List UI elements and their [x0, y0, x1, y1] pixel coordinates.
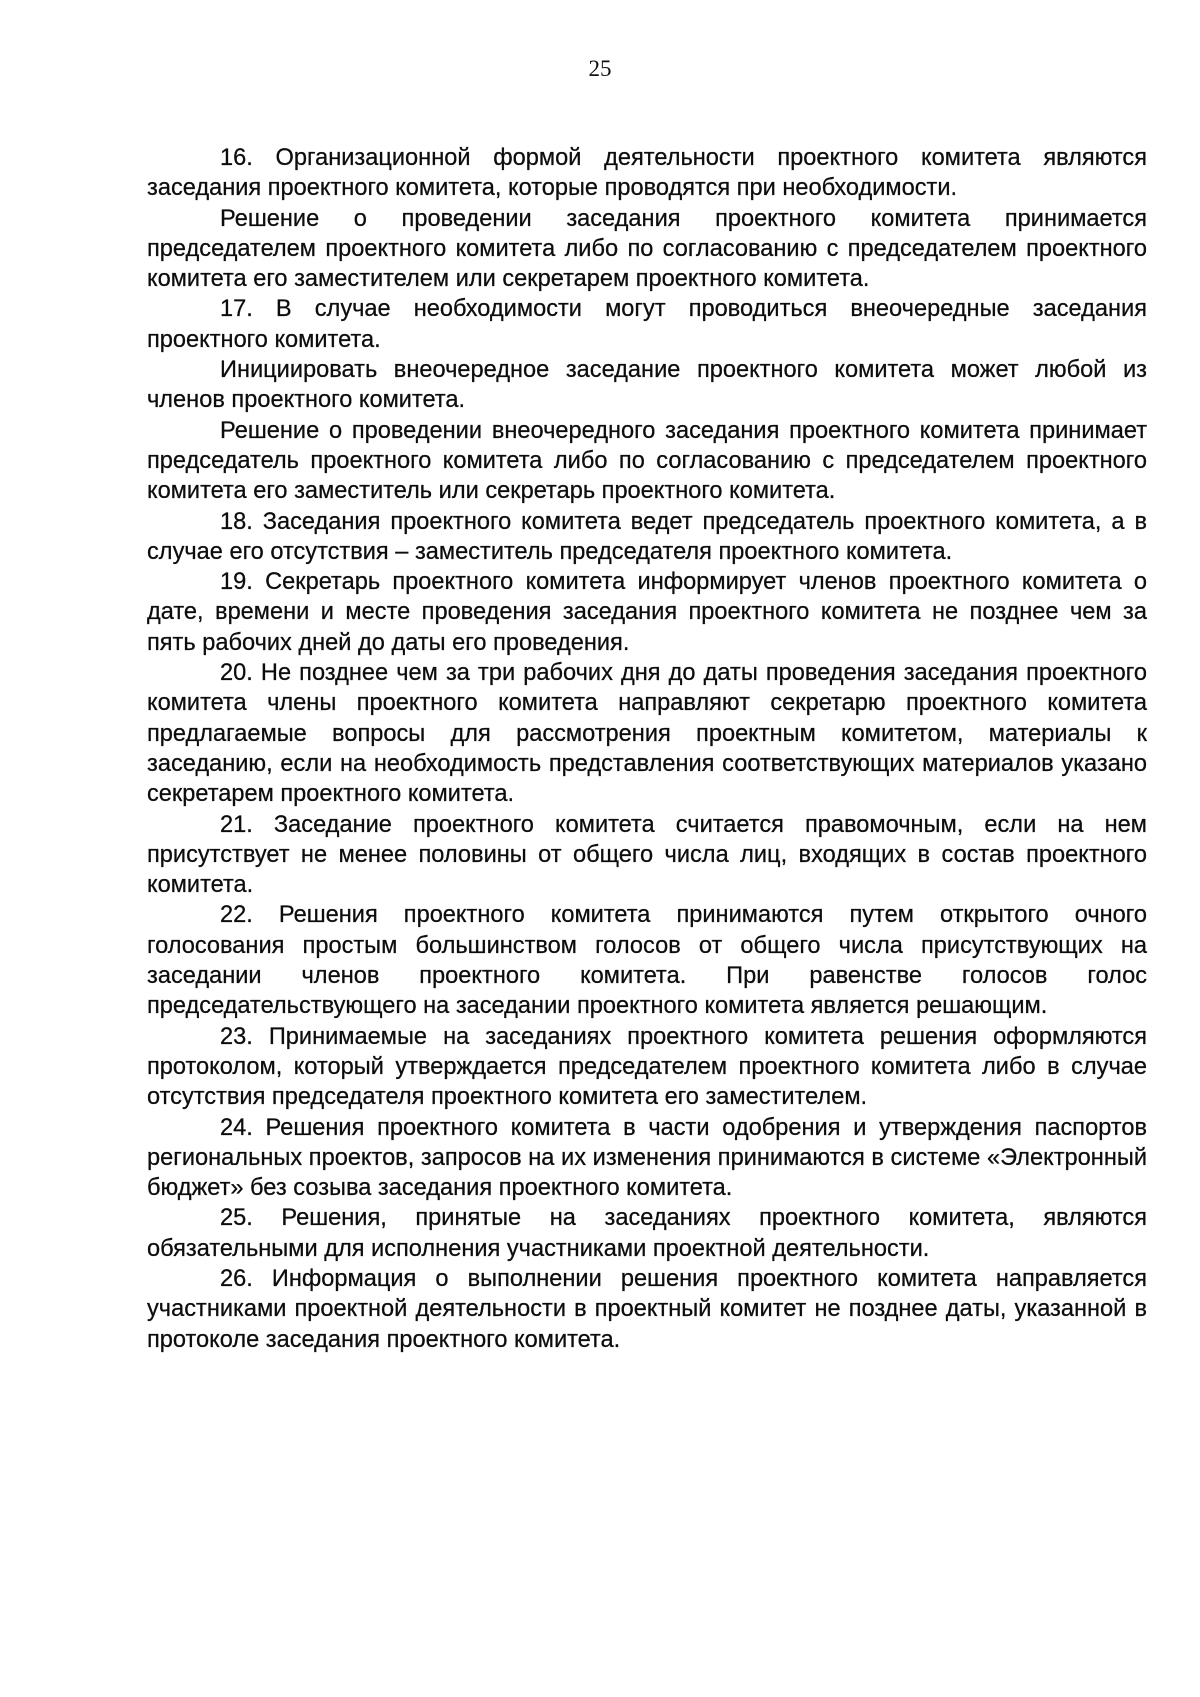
paragraph-21: 21. Заседание проектного комитета считается правомочным, если на нем присутствует не менее половины от общего числа лиц, входящих в состав проектного комитета.	[147, 811, 1147, 899]
paragraph-16: 16. Организационной формой деятельности проектного комитета являются заседания проектного комитета, которые проводятся при необходимости.	[147, 145, 1147, 202]
paragraph-22: 22. Решения проектного комитета принимаются путем открытого очного голосования простым большинством голосов от общего числа присутствующих на заседании членов проектного комитета. При равенстве голосов голос председательствующего на заседании проектного комитета является решающим.	[147, 902, 1147, 1020]
paragraph-23: 23. Принимаемые на заседаниях проектного комитета решения оформляются протоколом, который утверждается председателем проектного комитета либо в случае отсутствия председателя проектного комитета его заместителем.	[147, 1023, 1147, 1111]
paragraph-17-decision: Решение о проведении внеочередного заседания проектного комитета принимает председатель проектного комитета либо по согласованию с председателем проектного комитета его заместитель или секретарь проектного комитета.	[147, 417, 1147, 505]
paragraph-19: 19. Секретарь проектного комитета информирует членов проектного комитета о дате, времени и месте проведения заседания проектного комитета не позднее чем за пять рабочих дней до даты его проведения.	[147, 569, 1147, 656]
paragraph-16-decision: Решение о проведении заседания проектного комитета принимается председателем проектного комитета либо по согласованию с председателем проектного комитета его заместителем или секретарем проектного комитета.	[147, 205, 1147, 293]
paragraph-17-initiate: Инициировать внеочередное заседание проектного комитета может любой из членов проектного комитета.	[147, 357, 1147, 414]
paragraph-20: 20. Не позднее чем за три рабочих дня до даты проведения заседания проектного комитета члены проектного комитета направляют секретарю проектного комитета предлагаемые вопросы для рассмотрения проектным комитетом, материалы к заседанию, если на необходимость представления соответствующих материалов указано секретарем проектного комитета.	[147, 660, 1147, 808]
paragraph-26: 26. Информация о выполнении решения проектного комитета направляется участниками проектной деятельности в проектный комитет не позднее даты, указанной в протоколе заседания проектного комитета.	[147, 1265, 1147, 1353]
page-number: 25	[588, 56, 612, 81]
document-body	[147, 143, 1147, 1355]
paragraph-25: 25. Решения, принятые на заседаниях проектного комитета, являются обязательными для исполнения участниками проектной деятельности.	[147, 1205, 1147, 1262]
paragraph-18: 18. Заседания проектного комитета ведет председатель проектного комитета, а в случае его отсутствия – заместитель председателя проектного комитета.	[147, 508, 1147, 565]
paragraph-17: 17. В случае необходимости могут проводиться внеочередные заседания проектного комитета.	[147, 296, 1147, 353]
paragraph-24: 24. Решения проектного комитета в части одобрения и утверждения паспортов региональных проектов, запросов на их изменения принимаются в системе «Электронный бюджет» без созыва заседания проектного комитета.	[147, 1114, 1147, 1202]
